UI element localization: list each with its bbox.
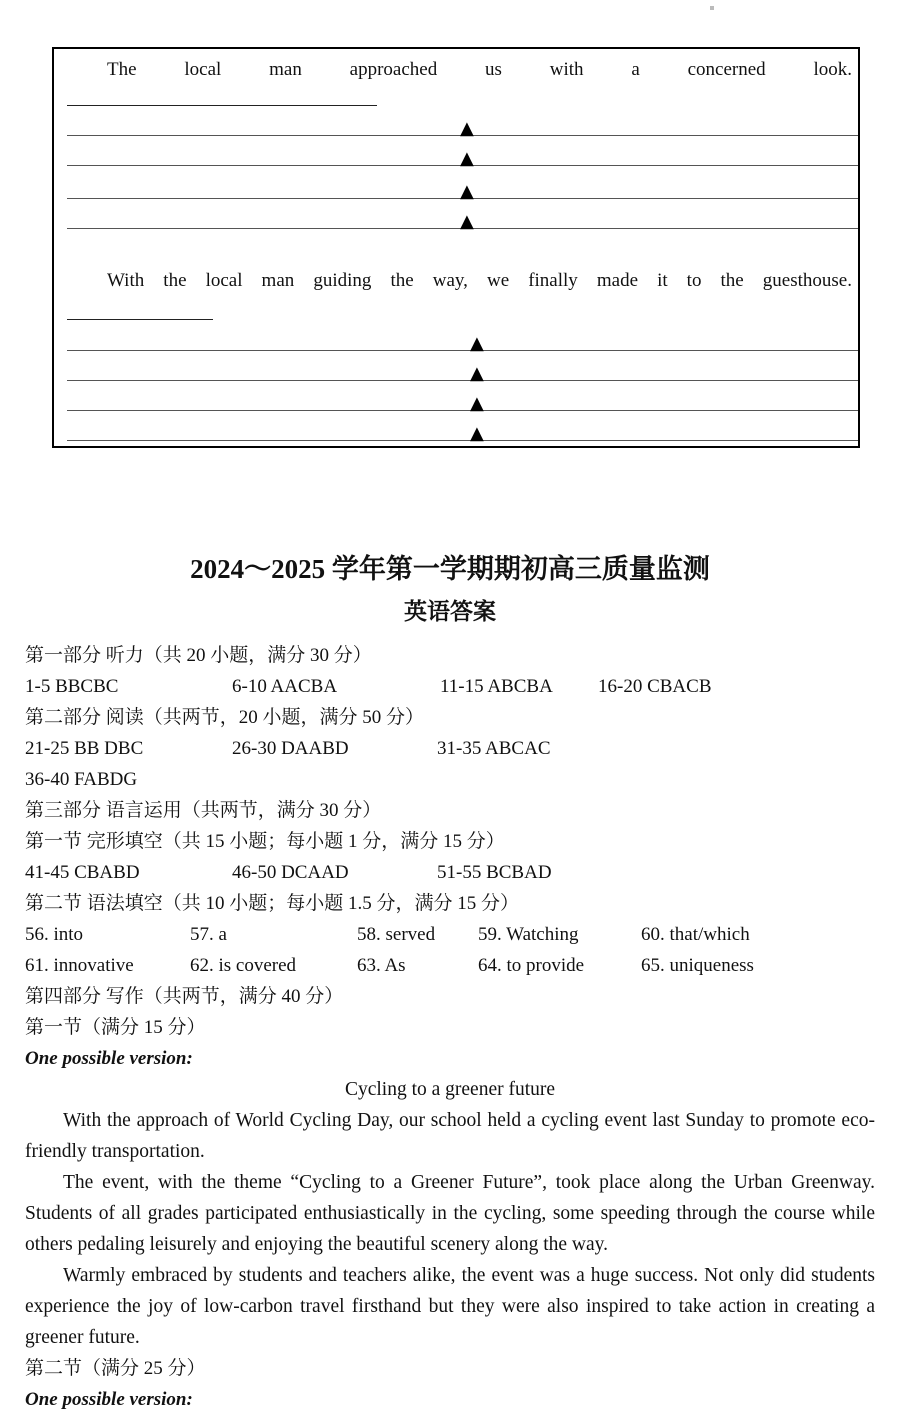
- triangle-icon: ▲: [470, 393, 484, 414]
- part1-heading: 第一部分 听力（共 20 小题，满分 30 分）: [25, 645, 372, 666]
- answer-item: 62. is covered: [190, 955, 297, 976]
- writing-section1-heading: 第一节（满分 15 分）: [25, 1017, 206, 1038]
- answer-item: 65. uniqueness: [641, 955, 754, 976]
- listening-answers-row: [25, 671, 875, 702]
- grammar-section-heading: 第二节 语法填空（共 10 小题；每小题 1.5 分，满分 15 分）: [25, 893, 520, 914]
- answer-item: 64. to provide: [478, 955, 585, 976]
- scan-artifact: [710, 6, 714, 10]
- essay-paragraph-3: Warmly embraced by students and teachers alike, the event was a huge success. Not only did students experience the joy of low-carbon travel firsthand but they were also inspired to take action in creating a greener future.: [25, 1265, 875, 1348]
- answer-group: 46-50 DCAAD: [232, 862, 349, 883]
- answer-item: 60. that/which: [641, 924, 750, 945]
- part2-heading: 第二部分 阅读（共两节，20 小题，满分 50 分）: [25, 707, 425, 728]
- triangle-icon: ▲: [460, 118, 474, 139]
- cloze-answers-row: [25, 857, 875, 888]
- answer-line: [67, 330, 858, 354]
- answer-sheet: [0, 540, 900, 1415]
- answer-item: 57. a: [190, 924, 227, 945]
- essay-paragraph-2: The event, with the theme “Cycling to a Greener Future”, took place along the Urban Greenway. Students of all grades participated enthusiastically in the cycling, some speeding through the course while others pedaling leisurely and enjoying the beautiful scenery along the way.: [25, 1172, 875, 1255]
- answer-line: [67, 360, 858, 384]
- answer-item: 56. into: [25, 924, 84, 945]
- answer-line: [67, 390, 858, 414]
- answer-group: 1-5 BBCBC: [25, 676, 119, 697]
- short-answer-line: [67, 319, 213, 320]
- answer-group: 11-15 ABCBA: [440, 676, 553, 697]
- box-sentence-1: The local man approached us with a concerned look.: [107, 59, 852, 80]
- essay-paragraph-1: With the approach of World Cycling Day, our school held a cycling event last Sunday to promote eco-friendly transportation.: [25, 1110, 875, 1162]
- cloze-section-heading: 第一节 完形填空（共 15 小题；每小题 1 分，满分 15 分）: [25, 831, 505, 852]
- answer-item: 59. Watching: [478, 924, 579, 945]
- reading-answers-row-1: [25, 733, 875, 764]
- answer-group: 16-20 CBACB: [598, 676, 712, 697]
- box-sentence-2: With the local man guiding the way, we finally made it to the guesthouse.: [107, 270, 852, 291]
- part4-heading: 第四部分 写作（共两节，满分 40 分）: [25, 986, 344, 1007]
- part3-heading: 第三部分 语言运用（共两节，满分 30 分）: [25, 800, 382, 821]
- triangle-icon: ▲: [460, 181, 474, 202]
- triangle-icon: ▲: [460, 211, 474, 232]
- answer-group: 41-45 CBABD: [25, 862, 140, 883]
- answer-group: 31-35 ABCAC: [437, 738, 551, 759]
- short-answer-line: [67, 105, 377, 106]
- answer-group: 21-25 BB DBC: [25, 738, 144, 759]
- grammar-answers-row-1: [25, 919, 875, 950]
- reading-answers-row-2: 36-40 FABDG: [25, 769, 138, 790]
- answer-group: 26-30 DAABD: [232, 738, 349, 759]
- triangle-icon: ▲: [470, 333, 484, 354]
- answer-item: 63. As: [357, 955, 406, 976]
- answer-item: 58. served: [357, 924, 436, 945]
- answer-line: [67, 208, 858, 232]
- document-title: 2024～2025 学年第一学期期初高三质量监测: [190, 554, 710, 584]
- answer-item: 61. innovative: [25, 955, 134, 976]
- answer-group: 51-55 BCBAD: [437, 862, 552, 883]
- answer-line: [67, 115, 858, 139]
- one-possible-version-label: One possible version:: [25, 1048, 193, 1069]
- writing-answer-box: [52, 47, 860, 448]
- essay-title: Cycling to a greener future: [344, 1079, 556, 1100]
- answer-line: [67, 178, 858, 202]
- answer-line: [67, 420, 858, 444]
- document-subtitle: 英语答案: [404, 599, 496, 624]
- answer-line: [67, 145, 858, 169]
- grammar-answers-row-2: [25, 950, 875, 981]
- triangle-icon: ▲: [470, 363, 484, 384]
- answer-group: 6-10 AACBA: [232, 676, 338, 697]
- one-possible-version-label: One possible version:: [25, 1389, 193, 1410]
- triangle-icon: ▲: [460, 148, 474, 169]
- writing-section2-heading: 第二节（满分 25 分）: [25, 1358, 206, 1379]
- triangle-icon: ▲: [470, 423, 484, 444]
